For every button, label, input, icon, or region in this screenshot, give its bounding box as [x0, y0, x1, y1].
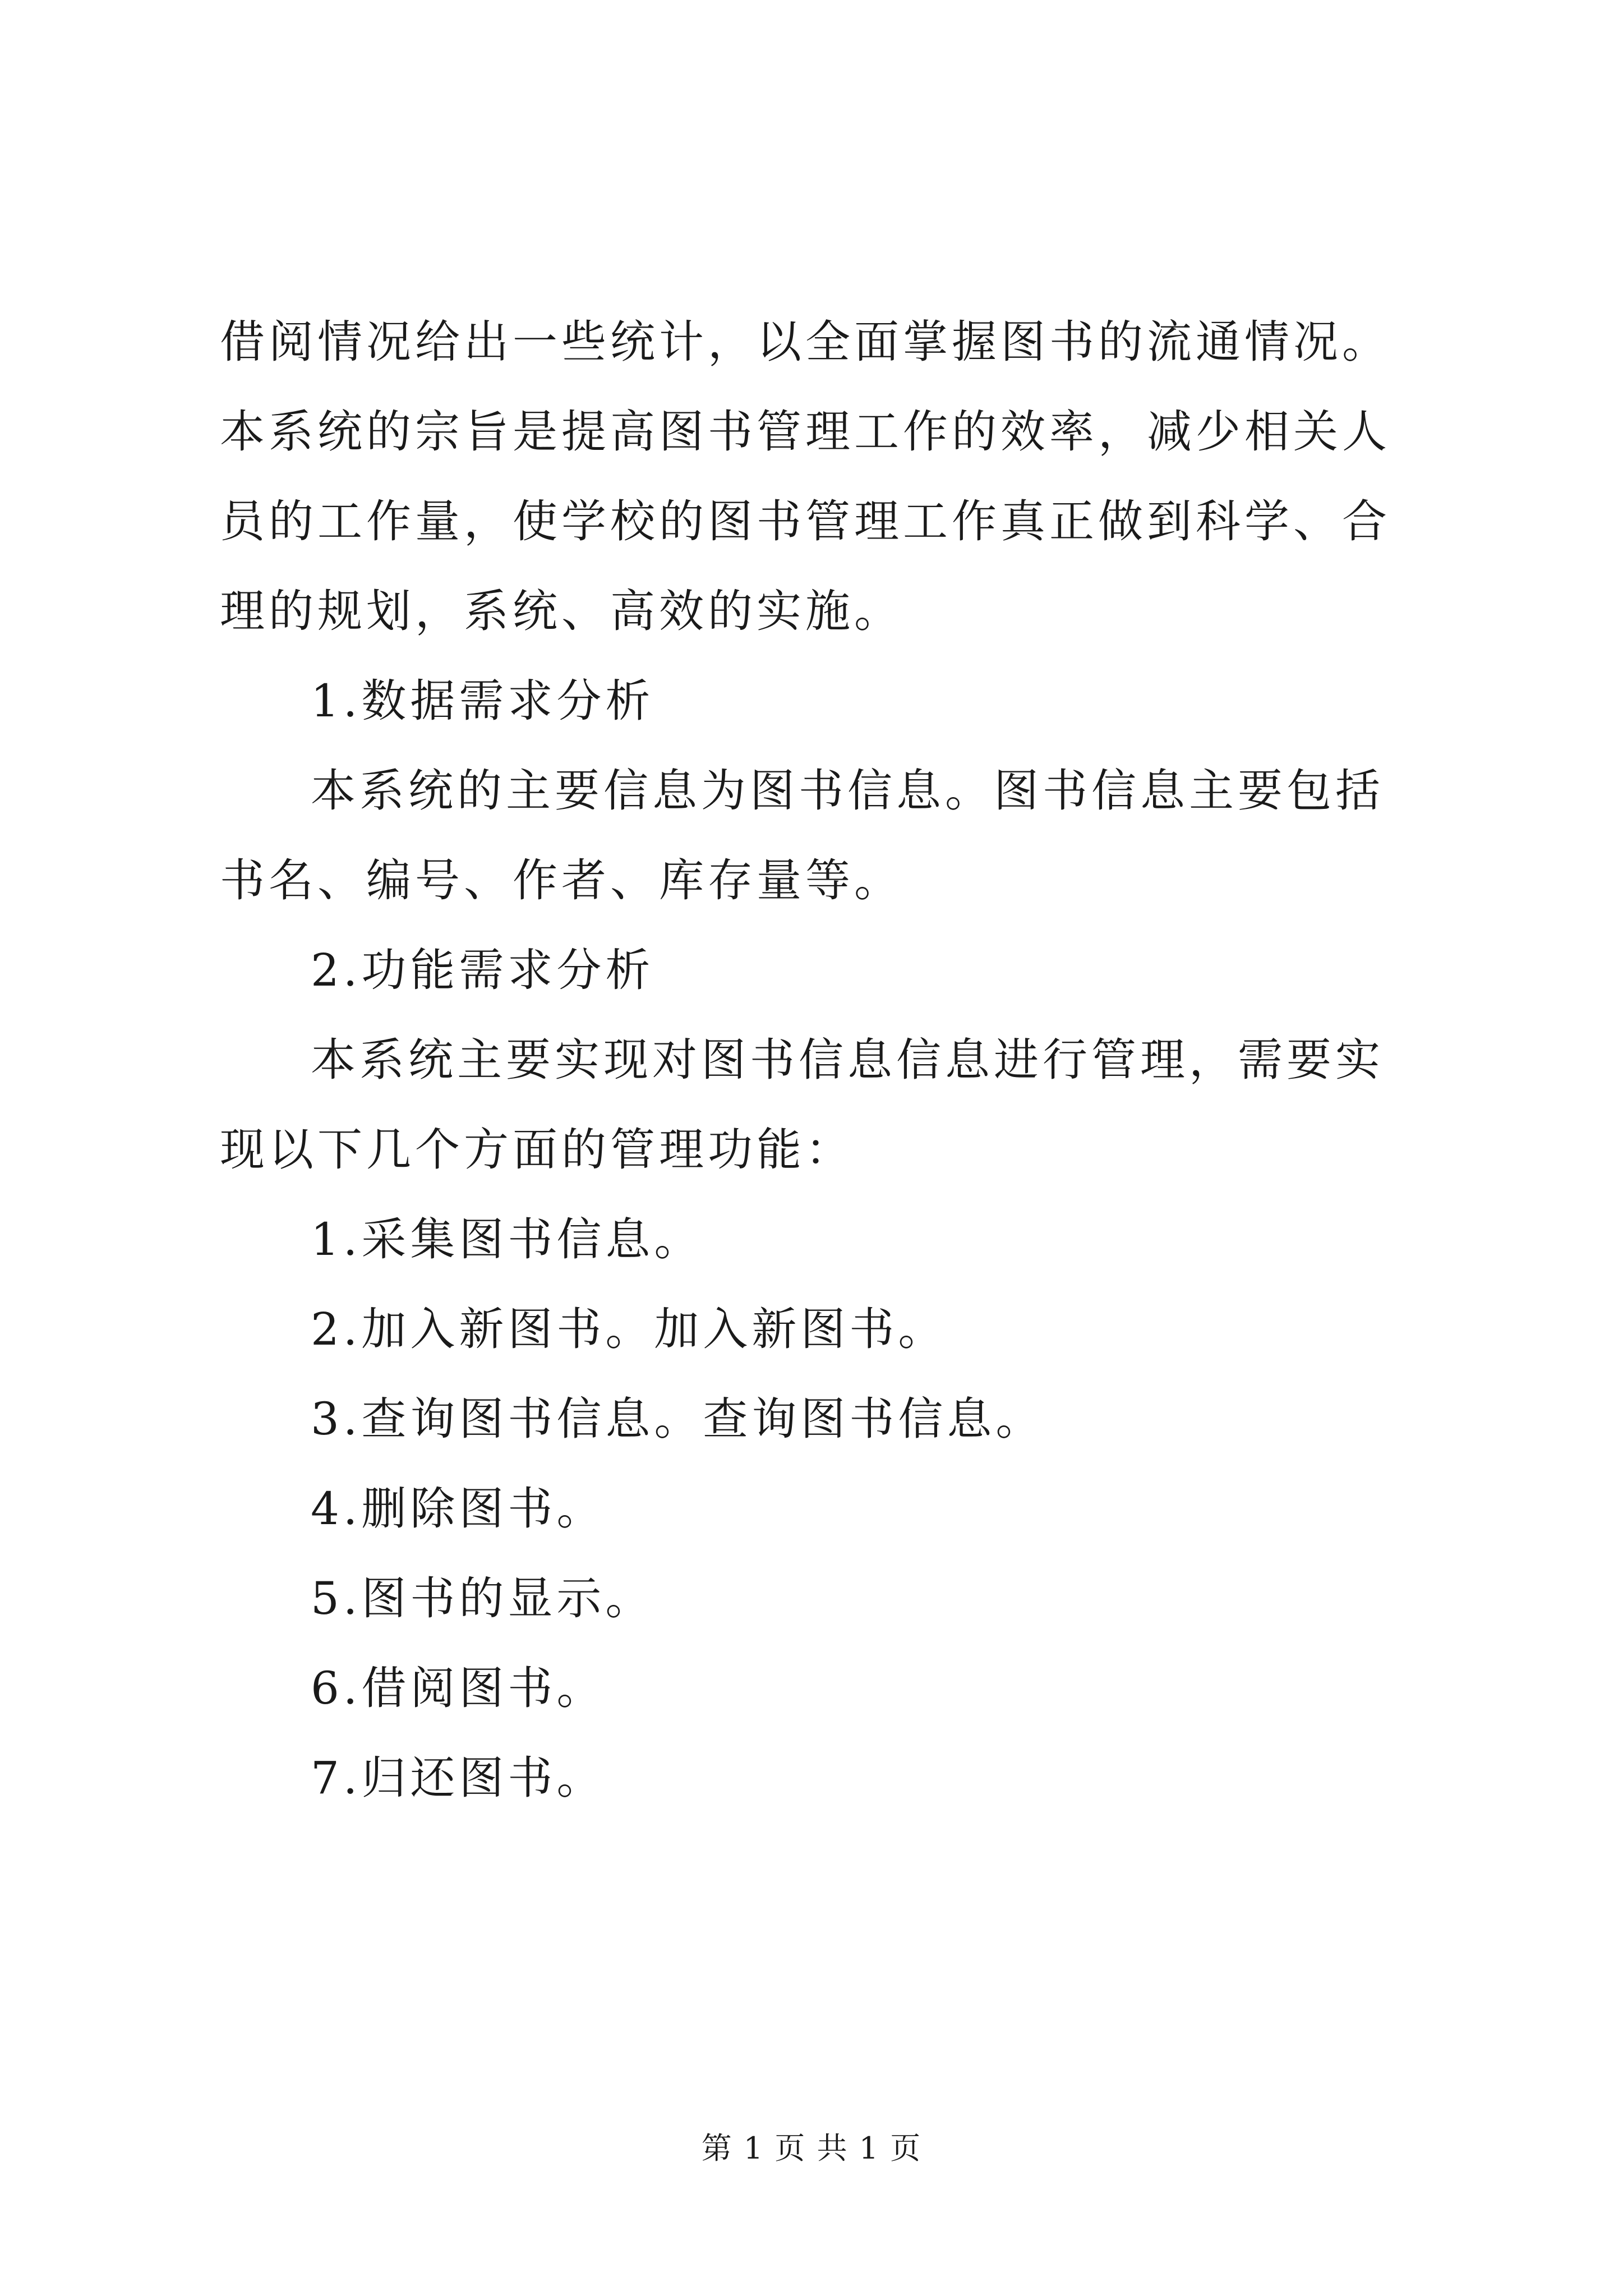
document-body: [220, 297, 1420, 1823]
page-number-footer: 第 1 页 共 1 页: [701, 2131, 922, 2166]
list-item-return-book: 7.归还图书。: [311, 1752, 606, 1804]
heading-function-requirements: 2.功能需求分析: [311, 944, 654, 996]
list-item-display-book: 5.图书的显示。: [311, 1572, 654, 1625]
list-item-add-book: 2.加入新图书。加入新图书。: [311, 1303, 947, 1355]
paragraph-data-requirements: 本系统的主要信息为图书信息。图书信息主要包括书名、编号、作者、库存量等。: [220, 765, 1384, 907]
list-item-delete-book: 4.删除图书。: [311, 1483, 606, 1535]
list-item-collect-info: 1.采集图书信息。: [311, 1213, 703, 1266]
list-item-borrow-book: 6.借阅图书。: [311, 1662, 606, 1714]
list-item-query-info: 3.查询图书信息。查询图书信息。: [311, 1393, 1045, 1445]
paragraph-function-requirements: 本系统主要实现对图书信息信息进行管理，需要实现以下几个方面的管理功能：: [220, 1034, 1384, 1176]
heading-data-requirements: 1.数据需求分析: [311, 675, 654, 727]
paragraph-intro-continuation: 借阅情况给出一些统计，以全面掌握图书的流通情况。本系统的宗旨是提高图书管理工作的效率，减少相关人员的工作量，使学校的图书管理工作真正做到科学、合理的规划，系统、高效的实施。: [220, 316, 1391, 637]
